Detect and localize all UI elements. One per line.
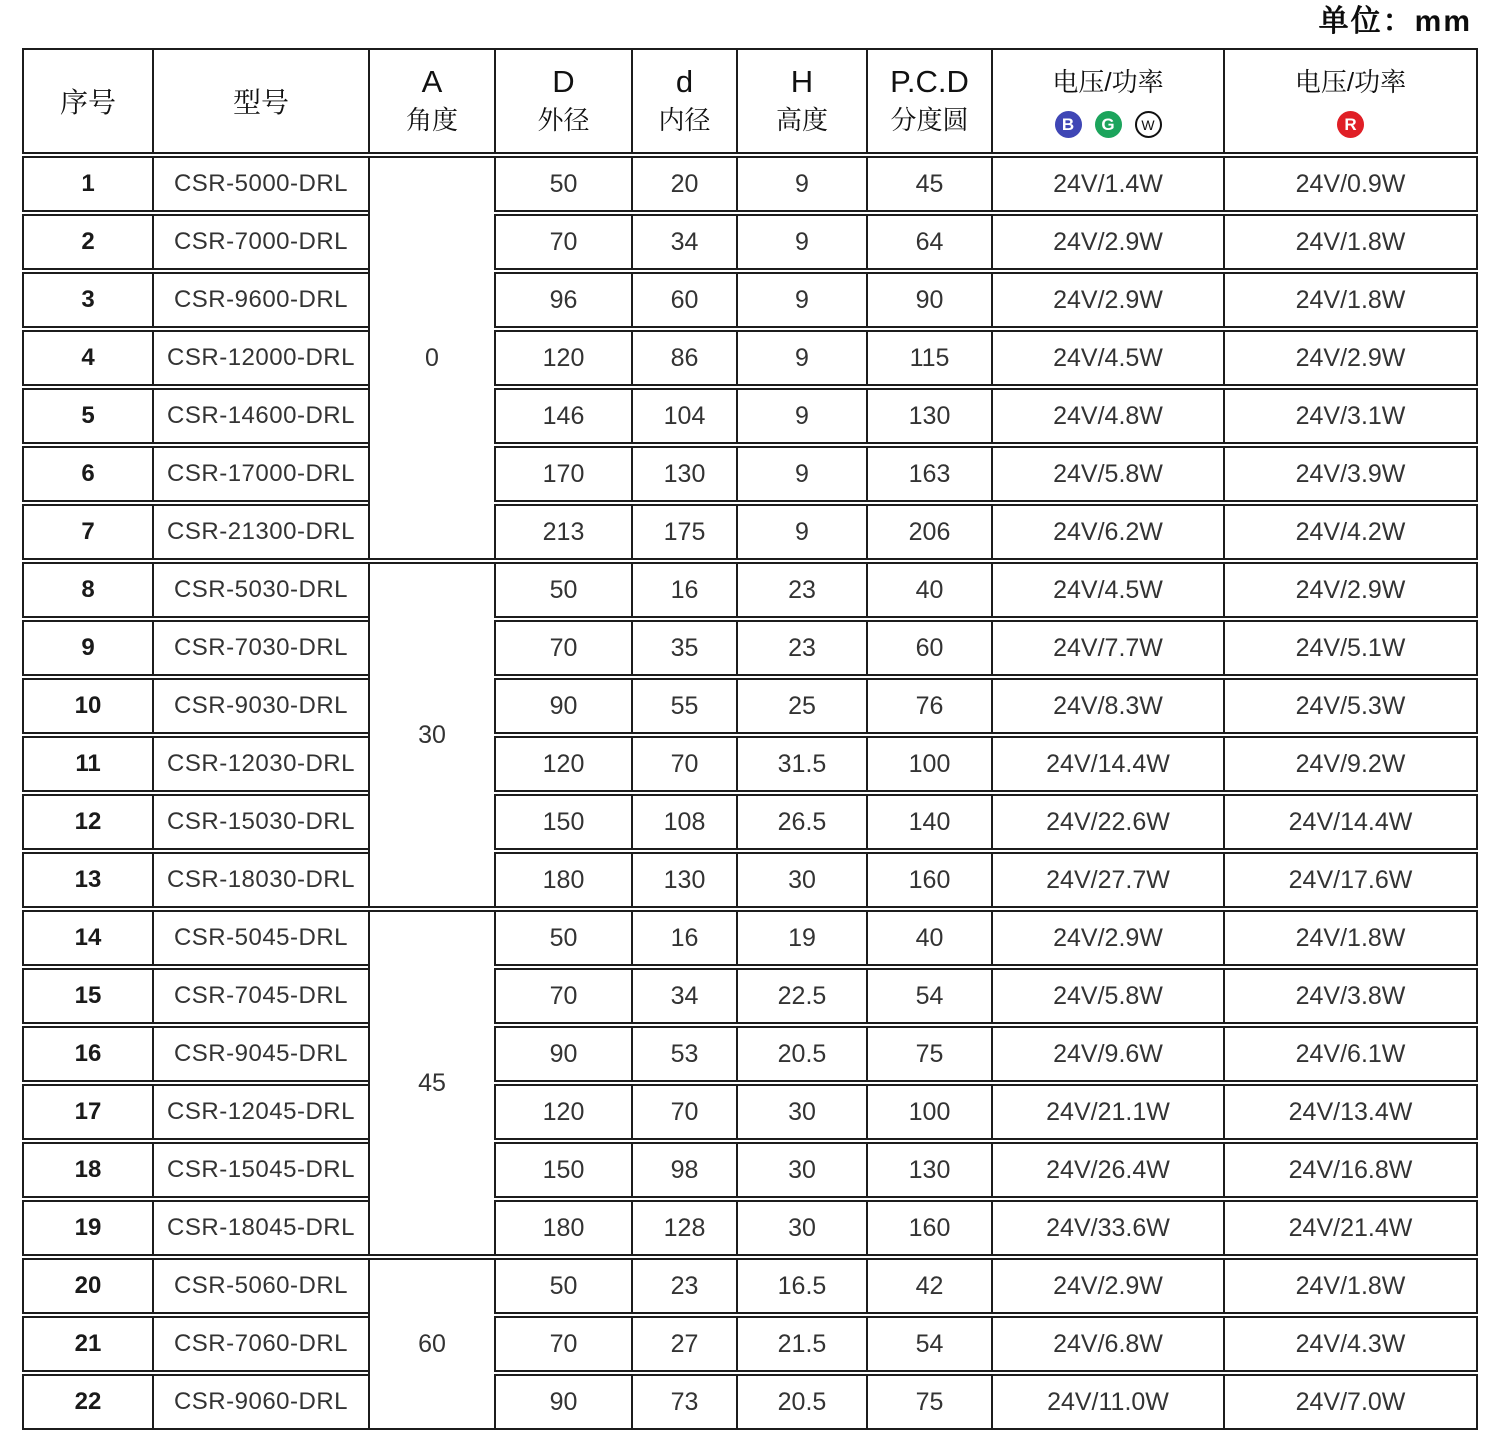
model-cell: CSR-5030-DRL xyxy=(152,562,368,618)
pcd-cell: 64 xyxy=(866,214,991,270)
power-r-cell: 24V/3.9W xyxy=(1223,446,1478,502)
power-r-cell: 24V/1.8W xyxy=(1223,910,1478,966)
model-cell: CSR-18045-DRL xyxy=(152,1200,368,1256)
inner-diameter-cell: 130 xyxy=(631,446,736,502)
inner-diameter-cell: 70 xyxy=(631,736,736,792)
power-bgw-cell: 24V/7.7W xyxy=(991,620,1223,676)
serial-number-cell: 13 xyxy=(22,852,152,908)
model-cell: CSR-12030-DRL xyxy=(152,736,368,792)
model-cell: CSR-14600-DRL xyxy=(152,388,368,444)
pcd-cell: 75 xyxy=(866,1374,991,1430)
col-header-power-r-label: 电压/功率 xyxy=(1294,66,1407,97)
table-row xyxy=(22,736,1478,792)
pcd-cell: 54 xyxy=(866,968,991,1024)
green-g-icon: G xyxy=(1095,111,1122,138)
height-cell: 26.5 xyxy=(736,794,866,850)
pcd-cell: 60 xyxy=(866,620,991,676)
model-cell: CSR-21300-DRL xyxy=(152,504,368,560)
pcd-cell: 206 xyxy=(866,504,991,560)
pcd-cell: 163 xyxy=(866,446,991,502)
pcd-cell: 45 xyxy=(866,156,991,212)
pcd-cell: 90 xyxy=(866,272,991,328)
angle-cell: 30 xyxy=(368,562,494,908)
table-row xyxy=(22,330,1478,386)
inner-diameter-cell: 34 xyxy=(631,214,736,270)
col-header-height xyxy=(736,48,866,154)
pcd-cell: 160 xyxy=(866,852,991,908)
power-bgw-cell: 24V/6.8W xyxy=(991,1316,1223,1372)
col-header-height-letter: H xyxy=(790,63,814,99)
serial-number-cell: 10 xyxy=(22,678,152,734)
power-r-cell: 24V/2.9W xyxy=(1223,330,1478,386)
outer-diameter-cell: 213 xyxy=(494,504,631,560)
pcd-cell: 75 xyxy=(866,1026,991,1082)
inner-diameter-cell: 55 xyxy=(631,678,736,734)
bgw-icon-row xyxy=(993,111,1223,138)
col-header-outer-cn: 外径 xyxy=(537,104,590,135)
outer-diameter-cell: 70 xyxy=(494,620,631,676)
pcd-cell: 130 xyxy=(866,1142,991,1198)
model-cell: CSR-5000-DRL xyxy=(152,156,368,212)
col-header-serial xyxy=(22,48,152,154)
height-cell: 30 xyxy=(736,852,866,908)
power-bgw-cell: 24V/4.5W xyxy=(991,562,1223,618)
power-bgw-cell: 24V/21.1W xyxy=(991,1084,1223,1140)
height-cell: 9 xyxy=(736,504,866,560)
power-bgw-cell: 24V/2.9W xyxy=(991,214,1223,270)
inner-diameter-cell: 53 xyxy=(631,1026,736,1082)
height-cell: 9 xyxy=(736,446,866,502)
power-r-cell: 24V/6.1W xyxy=(1223,1026,1478,1082)
model-cell: CSR-9600-DRL xyxy=(152,272,368,328)
outer-diameter-cell: 170 xyxy=(494,446,631,502)
inner-diameter-cell: 23 xyxy=(631,1258,736,1314)
power-bgw-cell: 24V/2.9W xyxy=(991,272,1223,328)
outer-diameter-cell: 90 xyxy=(494,678,631,734)
col-header-serial-label: 序号 xyxy=(59,87,116,118)
height-cell: 9 xyxy=(736,214,866,270)
table-row xyxy=(22,562,1478,618)
power-r-cell: 24V/16.8W xyxy=(1223,1142,1478,1198)
col-header-pcd-letter: P.C.D xyxy=(890,63,969,99)
height-cell: 16.5 xyxy=(736,1258,866,1314)
serial-number-cell: 19 xyxy=(22,1200,152,1256)
power-r-cell: 24V/14.4W xyxy=(1223,794,1478,850)
height-cell: 20.5 xyxy=(736,1026,866,1082)
spec-table xyxy=(22,46,1478,1432)
power-r-cell: 24V/4.3W xyxy=(1223,1316,1478,1372)
pcd-cell: 40 xyxy=(866,910,991,966)
power-bgw-cell: 24V/9.6W xyxy=(991,1026,1223,1082)
power-r-cell: 24V/5.3W xyxy=(1223,678,1478,734)
model-cell: CSR-9060-DRL xyxy=(152,1374,368,1430)
power-bgw-cell: 24V/5.8W xyxy=(991,446,1223,502)
serial-number-cell: 22 xyxy=(22,1374,152,1430)
table-row xyxy=(22,214,1478,270)
model-cell: CSR-15045-DRL xyxy=(152,1142,368,1198)
serial-number-cell: 20 xyxy=(22,1258,152,1314)
inner-diameter-cell: 175 xyxy=(631,504,736,560)
table-row xyxy=(22,156,1478,212)
pcd-cell: 54 xyxy=(866,1316,991,1372)
power-bgw-cell: 24V/26.4W xyxy=(991,1142,1223,1198)
pcd-cell: 115 xyxy=(866,330,991,386)
power-bgw-cell: 24V/5.8W xyxy=(991,968,1223,1024)
height-cell: 25 xyxy=(736,678,866,734)
r-icon-row xyxy=(1225,111,1476,138)
power-bgw-cell: 24V/14.4W xyxy=(991,736,1223,792)
power-bgw-cell: 24V/2.9W xyxy=(991,1258,1223,1314)
col-header-pcd-cn: 分度圆 xyxy=(890,104,969,135)
power-r-cell: 24V/13.4W xyxy=(1223,1084,1478,1140)
power-bgw-cell: 24V/8.3W xyxy=(991,678,1223,734)
serial-number-cell: 4 xyxy=(22,330,152,386)
height-cell: 23 xyxy=(736,562,866,618)
pcd-cell: 130 xyxy=(866,388,991,444)
model-cell: CSR-7060-DRL xyxy=(152,1316,368,1372)
col-header-inner-letter: d xyxy=(675,63,694,99)
power-bgw-cell: 24V/33.6W xyxy=(991,1200,1223,1256)
table-body xyxy=(22,156,1478,1430)
blue-b-icon: B xyxy=(1055,111,1082,138)
col-header-angle-cn: 角度 xyxy=(405,104,458,135)
col-header-height-cn: 高度 xyxy=(775,104,828,135)
outer-diameter-cell: 50 xyxy=(494,156,631,212)
serial-number-cell: 7 xyxy=(22,504,152,560)
power-r-cell: 24V/2.9W xyxy=(1223,562,1478,618)
power-bgw-cell: 24V/1.4W xyxy=(991,156,1223,212)
inner-diameter-cell: 86 xyxy=(631,330,736,386)
power-r-cell: 24V/3.1W xyxy=(1223,388,1478,444)
inner-diameter-cell: 130 xyxy=(631,852,736,908)
table-row xyxy=(22,968,1478,1024)
power-r-cell: 24V/7.0W xyxy=(1223,1374,1478,1430)
table-row xyxy=(22,910,1478,966)
inner-diameter-cell: 60 xyxy=(631,272,736,328)
table-row xyxy=(22,678,1478,734)
height-cell: 20.5 xyxy=(736,1374,866,1430)
outer-diameter-cell: 70 xyxy=(494,968,631,1024)
table-row xyxy=(22,272,1478,328)
model-cell: CSR-7045-DRL xyxy=(152,968,368,1024)
height-cell: 9 xyxy=(736,156,866,212)
table-row xyxy=(22,1258,1478,1314)
model-cell: CSR-12045-DRL xyxy=(152,1084,368,1140)
model-cell: CSR-9045-DRL xyxy=(152,1026,368,1082)
height-cell: 30 xyxy=(736,1142,866,1198)
power-bgw-cell: 24V/27.7W xyxy=(991,852,1223,908)
model-cell: CSR-7000-DRL xyxy=(152,214,368,270)
power-r-cell: 24V/9.2W xyxy=(1223,736,1478,792)
inner-diameter-cell: 20 xyxy=(631,156,736,212)
angle-cell: 45 xyxy=(368,910,494,1256)
pcd-cell: 140 xyxy=(866,794,991,850)
pcd-cell: 40 xyxy=(866,562,991,618)
inner-diameter-cell: 104 xyxy=(631,388,736,444)
serial-number-cell: 5 xyxy=(22,388,152,444)
outer-diameter-cell: 50 xyxy=(494,910,631,966)
height-cell: 22.5 xyxy=(736,968,866,1024)
outer-diameter-cell: 180 xyxy=(494,852,631,908)
serial-number-cell: 1 xyxy=(22,156,152,212)
power-bgw-cell: 24V/4.8W xyxy=(991,388,1223,444)
table-row xyxy=(22,1142,1478,1198)
col-header-model-label: 型号 xyxy=(232,87,289,118)
outer-diameter-cell: 70 xyxy=(494,1316,631,1372)
power-r-cell: 24V/4.2W xyxy=(1223,504,1478,560)
power-r-cell: 24V/1.8W xyxy=(1223,214,1478,270)
outer-diameter-cell: 146 xyxy=(494,388,631,444)
power-bgw-cell: 24V/6.2W xyxy=(991,504,1223,560)
outer-diameter-cell: 90 xyxy=(494,1026,631,1082)
col-header-angle-letter: A xyxy=(421,63,443,99)
height-cell: 9 xyxy=(736,388,866,444)
outer-diameter-cell: 96 xyxy=(494,272,631,328)
col-header-pcd xyxy=(866,48,991,154)
table-row xyxy=(22,620,1478,676)
pcd-cell: 76 xyxy=(866,678,991,734)
inner-diameter-cell: 70 xyxy=(631,1084,736,1140)
pcd-cell: 42 xyxy=(866,1258,991,1314)
serial-number-cell: 16 xyxy=(22,1026,152,1082)
col-header-angle xyxy=(368,48,494,154)
col-header-inner-diameter xyxy=(631,48,736,154)
outer-diameter-cell: 50 xyxy=(494,562,631,618)
power-bgw-cell: 24V/22.6W xyxy=(991,794,1223,850)
outer-diameter-cell: 90 xyxy=(494,1374,631,1430)
serial-number-cell: 11 xyxy=(22,736,152,792)
table-row xyxy=(22,1374,1478,1430)
power-r-cell: 24V/1.8W xyxy=(1223,1258,1478,1314)
serial-number-cell: 6 xyxy=(22,446,152,502)
inner-diameter-cell: 16 xyxy=(631,910,736,966)
inner-diameter-cell: 128 xyxy=(631,1200,736,1256)
inner-diameter-cell: 73 xyxy=(631,1374,736,1430)
power-r-cell: 24V/5.1W xyxy=(1223,620,1478,676)
height-cell: 23 xyxy=(736,620,866,676)
power-bgw-cell: 24V/11.0W xyxy=(991,1374,1223,1430)
col-header-power-bgw-label: 电压/功率 xyxy=(1052,66,1164,97)
power-r-cell: 24V/21.4W xyxy=(1223,1200,1478,1256)
table-row xyxy=(22,504,1478,560)
outer-diameter-cell: 150 xyxy=(494,1142,631,1198)
inner-diameter-cell: 108 xyxy=(631,794,736,850)
table-row xyxy=(22,1200,1478,1256)
serial-number-cell: 18 xyxy=(22,1142,152,1198)
serial-number-cell: 17 xyxy=(22,1084,152,1140)
inner-diameter-cell: 34 xyxy=(631,968,736,1024)
serial-number-cell: 8 xyxy=(22,562,152,618)
height-cell: 9 xyxy=(736,330,866,386)
table-row xyxy=(22,852,1478,908)
col-header-outer-letter: D xyxy=(552,63,575,99)
outer-diameter-cell: 120 xyxy=(494,1084,631,1140)
outer-diameter-cell: 120 xyxy=(494,736,631,792)
angle-cell: 60 xyxy=(368,1258,494,1430)
outer-diameter-cell: 50 xyxy=(494,1258,631,1314)
power-r-cell: 24V/17.6W xyxy=(1223,852,1478,908)
model-cell: CSR-5045-DRL xyxy=(152,910,368,966)
serial-number-cell: 15 xyxy=(22,968,152,1024)
inner-diameter-cell: 98 xyxy=(631,1142,736,1198)
serial-number-cell: 14 xyxy=(22,910,152,966)
power-r-cell: 24V/1.8W xyxy=(1223,272,1478,328)
inner-diameter-cell: 16 xyxy=(631,562,736,618)
height-cell: 30 xyxy=(736,1084,866,1140)
height-cell: 9 xyxy=(736,272,866,328)
header-row xyxy=(22,48,1478,154)
outer-diameter-cell: 70 xyxy=(494,214,631,270)
table-row xyxy=(22,1316,1478,1372)
table-row xyxy=(22,388,1478,444)
outer-diameter-cell: 180 xyxy=(494,1200,631,1256)
pcd-cell: 100 xyxy=(866,1084,991,1140)
power-r-cell: 24V/3.8W xyxy=(1223,968,1478,1024)
serial-number-cell: 21 xyxy=(22,1316,152,1372)
model-cell: CSR-12000-DRL xyxy=(152,330,368,386)
inner-diameter-cell: 35 xyxy=(631,620,736,676)
table-row xyxy=(22,446,1478,502)
col-header-power-r xyxy=(1223,48,1478,154)
model-cell: CSR-7030-DRL xyxy=(152,620,368,676)
height-cell: 31.5 xyxy=(736,736,866,792)
power-r-cell: 24V/0.9W xyxy=(1223,156,1478,212)
height-cell: 21.5 xyxy=(736,1316,866,1372)
pcd-cell: 160 xyxy=(866,1200,991,1256)
outer-diameter-cell: 150 xyxy=(494,794,631,850)
power-bgw-cell: 24V/2.9W xyxy=(991,910,1223,966)
model-cell: CSR-5060-DRL xyxy=(152,1258,368,1314)
model-cell: CSR-9030-DRL xyxy=(152,678,368,734)
angle-cell: 0 xyxy=(368,156,494,560)
white-w-icon: W xyxy=(1135,111,1162,138)
serial-number-cell: 12 xyxy=(22,794,152,850)
serial-number-cell: 2 xyxy=(22,214,152,270)
serial-number-cell: 9 xyxy=(22,620,152,676)
model-cell: CSR-18030-DRL xyxy=(152,852,368,908)
serial-number-cell: 3 xyxy=(22,272,152,328)
col-header-outer-diameter xyxy=(494,48,631,154)
table-row xyxy=(22,1026,1478,1082)
height-cell: 30 xyxy=(736,1200,866,1256)
pcd-cell: 100 xyxy=(866,736,991,792)
outer-diameter-cell: 120 xyxy=(494,330,631,386)
table-row xyxy=(22,794,1478,850)
height-cell: 19 xyxy=(736,910,866,966)
model-cell: CSR-17000-DRL xyxy=(152,446,368,502)
power-bgw-cell: 24V/4.5W xyxy=(991,330,1223,386)
model-cell: CSR-15030-DRL xyxy=(152,794,368,850)
unit-label: 单位：mm xyxy=(1318,5,1472,38)
col-header-power-bgw xyxy=(991,48,1223,154)
col-header-inner-cn: 内径 xyxy=(658,104,711,135)
table-row xyxy=(22,1084,1478,1140)
inner-diameter-cell: 27 xyxy=(631,1316,736,1372)
col-header-model xyxy=(152,48,368,154)
red-r-icon: R xyxy=(1337,111,1364,138)
